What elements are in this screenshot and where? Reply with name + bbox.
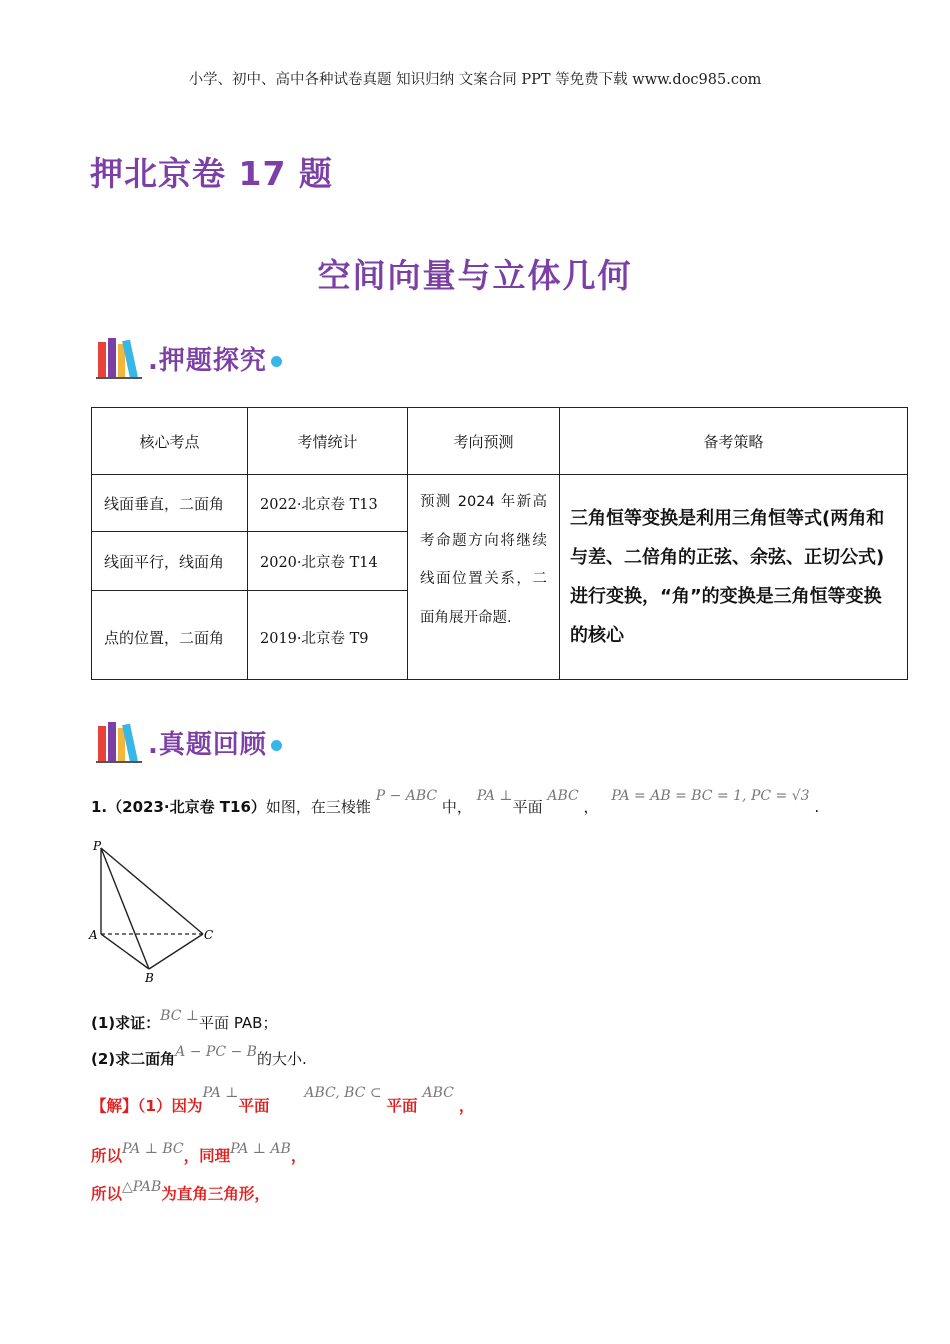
solution-tag: 【解】 (91, 1097, 138, 1115)
books-icon (96, 720, 146, 764)
table-cell-topic: 线面平行，线面角 (92, 532, 248, 591)
table-cell-stat: 2022·北京卷 T13 (248, 475, 408, 532)
math-expression: PA ⊥ BC (122, 1141, 184, 1157)
solution-text: （1）因为 (137, 1097, 203, 1115)
table-cell-topic: 点的位置，二面角 (92, 591, 248, 680)
pyramid-figure (88, 836, 218, 986)
math-expression: △PAB (122, 1179, 162, 1195)
document-subtitle: 空间向量与立体几何 (317, 256, 633, 295)
table-cell-prediction: 预测 2024 年新高考命题方向将继续线面位置关系，二面角展开命题. (408, 475, 560, 680)
vertex-label: A (89, 928, 98, 942)
solution-text: ， (458, 1097, 475, 1115)
solution-text: 所以 (91, 1185, 123, 1203)
math-expression: PA ⊥ (202, 1085, 239, 1101)
math-expression: BC ⊥ (160, 1008, 200, 1024)
section-dot (271, 740, 282, 751)
question-stem (91, 784, 819, 814)
part-text: 平面 PAB； (199, 1014, 278, 1032)
math-expression: ABC (422, 1085, 454, 1101)
question-text: ， (583, 798, 599, 816)
solution-text: ，同理 (183, 1147, 231, 1165)
part-label: (2)求二面角 (91, 1050, 176, 1068)
section-label: .押题探究 (148, 345, 267, 376)
math-expression: PA ⊥ (476, 788, 513, 804)
section-dot (271, 356, 282, 367)
table-header: 考向预测 (408, 408, 560, 475)
solution-line-1 (91, 1080, 475, 1115)
math-expression: PA ⊥ AB (230, 1141, 291, 1157)
solution-line-3 (91, 1178, 270, 1203)
solution-text: 平面 (238, 1097, 270, 1115)
question-text: . (814, 798, 820, 816)
solution-text: 为直角三角形， (161, 1185, 270, 1203)
question-part-2 (91, 1044, 307, 1068)
part-label: (1)求证： (91, 1014, 161, 1032)
books-icon (96, 336, 146, 380)
table-header: 考情统计 (248, 408, 408, 475)
header-note: 小学、初中、高中各种试卷真题 知识归纳 文案合同 PPT 等免费下载 www.doc985.com (188, 72, 762, 88)
question-number: 1. (91, 798, 108, 816)
math-expression: P − ABC (375, 788, 438, 804)
table-cell-strategy: 三角恒等变换是利用三角恒等式(两角和与差、二倍角的正弦、余弦、正切公式)进行变换，“角”的变换是三角恒等变换的核心 (560, 475, 908, 680)
solution-line-2 (91, 1140, 307, 1165)
document-title: 押北京卷 17 题 (90, 154, 333, 193)
table-header: 核心考点 (92, 408, 248, 475)
table-row (92, 475, 908, 532)
table-header-row (92, 408, 908, 475)
vertex-label: P (93, 839, 102, 853)
table-cell-stat: 2020·北京卷 T14 (248, 532, 408, 591)
vertex-label: C (204, 928, 214, 942)
summary-table (91, 407, 908, 680)
section-label: .真题回顾 (148, 729, 267, 760)
section-heading-review (96, 718, 282, 766)
table-cell-topic: 线面垂直，二面角 (92, 475, 248, 532)
solution-text: 平面 (386, 1097, 418, 1115)
question-source: （2023·北京卷 T16） (107, 798, 266, 816)
question-text: 中， (441, 798, 472, 816)
part-text: 的大小. (256, 1050, 307, 1068)
question-part-1 (91, 1008, 278, 1032)
solution-text: 所以 (91, 1147, 123, 1165)
math-expression: ABC, BC ⊂ (304, 1085, 382, 1101)
math-expression: PA = AB = BC = 1, PC = √3 (611, 788, 810, 804)
question-text: 平面 (512, 798, 543, 816)
vertex-label: B (145, 971, 154, 985)
section-heading-explore (96, 334, 282, 382)
math-expression: A − PC − B (175, 1044, 257, 1060)
table-header: 备考策略 (560, 408, 908, 475)
math-expression: ABC (547, 788, 579, 804)
table-cell-stat: 2019·北京卷 T9 (248, 591, 408, 680)
solution-text: ， (290, 1147, 307, 1165)
question-text: 如图，在三棱锥 (265, 798, 371, 816)
